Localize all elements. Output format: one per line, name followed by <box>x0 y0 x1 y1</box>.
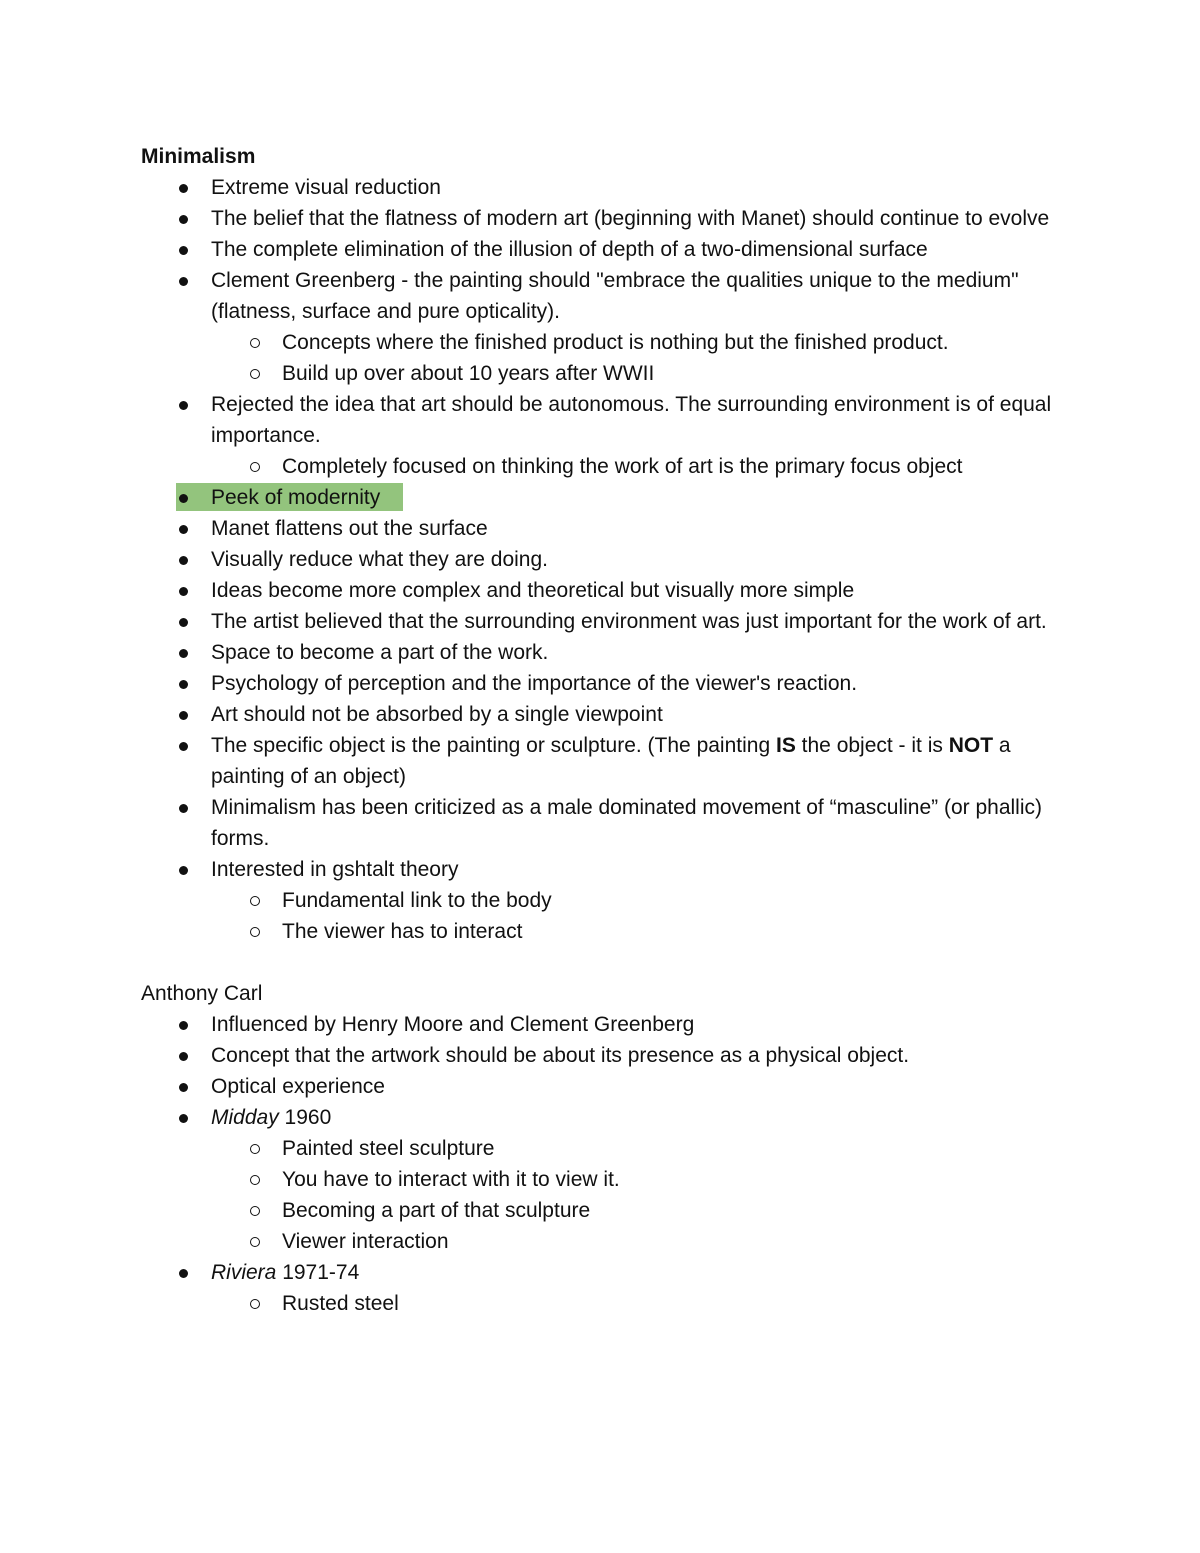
sub-list-item: Completely focused on thinking the work of art is the primary focus object <box>141 451 1061 482</box>
section-heading-anthony-carl: Anthony Carl <box>141 982 263 1005</box>
hollow-bullet-icon <box>250 1237 260 1247</box>
bullet-icon <box>179 1021 188 1030</box>
list-item: Midday 1960 Painted steel sculpture You have to interact with it to view it. Becoming a part of that sculpture Viewer interaction <box>141 1102 1061 1257</box>
hollow-bullet-icon <box>250 927 260 937</box>
bullet-icon <box>179 525 188 534</box>
list-item: The specific object is the painting or sculpture. (The painting IS the object - it is NOT a painting of an object) <box>141 730 1061 792</box>
bullet-icon <box>179 680 188 689</box>
bullet-icon <box>179 1083 188 1092</box>
list-item: Manet flattens out the surface <box>141 513 1061 544</box>
bullet-icon <box>179 618 188 627</box>
bullet-icon <box>179 1114 188 1123</box>
list-item: Optical experience <box>141 1071 1061 1102</box>
sub-list-item: Becoming a part of that sculpture <box>141 1195 1061 1226</box>
bullet-icon <box>179 804 188 813</box>
artwork-title: Midday <box>211 1106 279 1129</box>
sub-list <box>211 885 1061 947</box>
hollow-bullet-icon <box>250 462 260 472</box>
list-item: The belief that the flatness of modern art (beginning with Manet) should continue to evolve <box>141 203 1061 234</box>
bullet-icon <box>179 1269 188 1278</box>
bullet-icon <box>179 401 188 410</box>
bullet-icon <box>179 215 188 224</box>
list-item: Extreme visual reduction <box>141 172 1061 203</box>
document-content <box>141 141 1061 1319</box>
bullet-icon <box>179 866 188 875</box>
list-item: Art should not be absorbed by a single viewpoint <box>141 699 1061 730</box>
bullet-icon <box>179 184 188 193</box>
bullet-icon <box>179 494 188 503</box>
sub-list-item: Build up over about 10 years after WWII <box>141 358 1061 389</box>
sub-list <box>211 1288 1061 1319</box>
sub-list-item: The viewer has to interact <box>141 916 1061 947</box>
bullet-icon <box>179 711 188 720</box>
list-item: The complete elimination of the illusion of depth of a two-dimensional surface <box>141 234 1061 265</box>
hollow-bullet-icon <box>250 338 260 348</box>
sub-list <box>211 1133 1061 1257</box>
sub-list-item: Fundamental link to the body <box>141 885 1061 916</box>
list-item: The artist believed that the surrounding environment was just important for the work of art. <box>141 606 1061 637</box>
highlighted-list-item: Peek of modernity <box>141 482 1061 513</box>
sub-list-item: You have to interact with it to view it. <box>141 1164 1061 1195</box>
list-item: Rejected the idea that art should be autonomous. The surrounding environment is of equal importance. Completely focused on thinking the work of art is the primary focus object <box>141 389 1061 482</box>
hollow-bullet-icon <box>250 896 260 906</box>
artwork-title: Riviera <box>211 1261 277 1284</box>
list-item: Concept that the artwork should be about its presence as a physical object. <box>141 1040 1061 1071</box>
bullet-icon <box>179 742 188 751</box>
bullet-icon <box>179 649 188 658</box>
bullet-icon <box>179 587 188 596</box>
sub-list-item: Concepts where the finished product is nothing but the finished product. <box>141 327 1061 358</box>
minimalism-list <box>141 172 1061 947</box>
list-item: Influenced by Henry Moore and Clement Greenberg <box>141 1009 1061 1040</box>
anthony-carl-list <box>141 1009 1061 1319</box>
list-item: Riviera 1971-74 Rusted steel <box>141 1257 1061 1319</box>
blank-line <box>141 947 1061 978</box>
bullet-icon <box>179 556 188 565</box>
hollow-bullet-icon <box>250 369 260 379</box>
list-item: Visually reduce what they are doing. <box>141 544 1061 575</box>
hollow-bullet-icon <box>250 1144 260 1154</box>
bullet-icon <box>179 1052 188 1061</box>
section-heading-minimalism: Minimalism <box>141 145 256 168</box>
list-item: Clement Greenberg - the painting should "embrace the qualities unique to the medium" (flatness, surface and pure opticality). Concepts where the finished product is nothing but the finished product. Build up over about 10 years after WWII <box>141 265 1061 389</box>
list-item: Interested in gshtalt theory Fundamental link to the body The viewer has to interact <box>141 854 1061 947</box>
list-item: Ideas become more complex and theoretical but visually more simple <box>141 575 1061 606</box>
list-item: Minimalism has been criticized as a male dominated movement of “masculine” (or phallic) forms. <box>141 792 1061 854</box>
list-item: Space to become a part of the work. <box>141 637 1061 668</box>
sub-list-item: Rusted steel <box>141 1288 1061 1319</box>
sub-list-item: Painted steel sculpture <box>141 1133 1061 1164</box>
hollow-bullet-icon <box>250 1299 260 1309</box>
hollow-bullet-icon <box>250 1175 260 1185</box>
hollow-bullet-icon <box>250 1206 260 1216</box>
list-item: Psychology of perception and the importance of the viewer's reaction. <box>141 668 1061 699</box>
sub-list-item: Viewer interaction <box>141 1226 1061 1257</box>
bullet-icon <box>179 246 188 255</box>
bullet-icon <box>179 277 188 286</box>
sub-list <box>211 451 1061 482</box>
sub-list <box>211 327 1061 389</box>
